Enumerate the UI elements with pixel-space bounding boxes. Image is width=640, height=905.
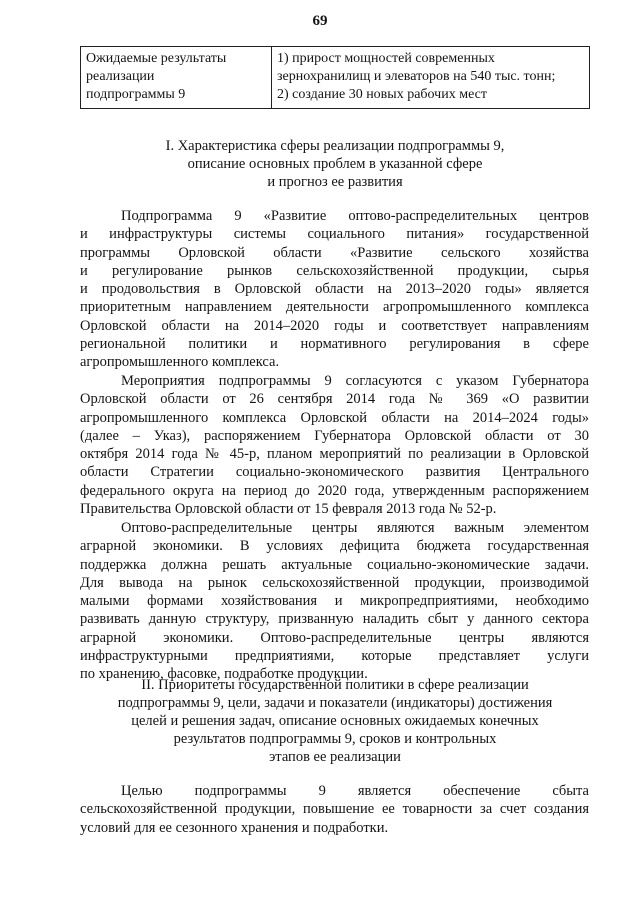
heading-line: I. Характеристика сферы реализации подпрограммы 9, [165,138,505,154]
text-line: аграрной экономики. В условиях дефицита бюджета государственная [80,538,589,555]
section-1-paragraph-1 [80,207,589,372]
section-2-paragraph-1 [80,782,589,837]
text-line: и продовольствия в Орловской области на 2013–2020 годы» является [80,281,589,298]
results-value-cell [272,47,590,109]
text-line: (далее – Указ), распоряжением Губернатора Орловской области от 30 [80,427,589,444]
heading-line: описание основных проблем в указанной сфере [187,156,483,172]
cell-line: подпрограммы 9 [86,87,186,102]
text-line: малыми формами хозяйствования и микропредприятиями, необходимо [80,593,589,610]
cell-line: Ожидаемые результаты [86,51,227,66]
text-line: развивать данную структуру, призванную наладить сбыт у данного сектора [80,611,589,628]
text-line: Мероприятия подпрограммы 9 согласуются с указом Губернатора [121,373,589,389]
text-line: Оптово-распределительные центры являются важным элементом [121,520,589,536]
expected-results-table [80,46,590,109]
text-line: агропромышленного комплекса Орловской области на 2014–2024 годы» [80,409,589,426]
page-number: 69 [312,13,328,29]
text-line: области Стратегии социально-экономического развития Центрального [80,464,589,481]
text-line: Орловской области на 2014–2020 годы и соответствует направлениям [80,317,589,334]
cell-line: 2) создание 30 новых рабочих мест [277,87,487,102]
section-2-heading [80,676,590,766]
heading-line: подпрограммы 9, цели, задачи и показатели (индикаторы) достижения [117,695,553,711]
text-line: региональной политики и нормативного регулирования в сфере [80,336,589,353]
text-line: октября 2014 года № 45-р, планом мероприятий по реализации в Орловской [80,446,589,463]
text-line: федерального округа на период до 2020 года, утвержденным распоряжением [80,482,589,499]
text-line: инфраструктурными предприятиями, которые представляет услуги [80,648,589,665]
results-label-cell [81,47,272,109]
heading-line: целей и решения задач, описание основных ожидаемых конечных [131,713,539,729]
text-line: агропромышленного комплекса. [80,354,280,371]
text-line: Правительства Орловской области от 15 февраля 2013 года № 52-р. [80,501,497,518]
heading-line: результатов подпрограммы 9, сроков и контрольных [173,731,497,747]
text-line: поддержка должна решать актуальные социально-экономические задачи. [80,556,589,573]
heading-line: и прогноз ее развития [267,174,403,190]
section-1-paragraph-3 [80,519,589,684]
cell-line: зернохранилищ и элеваторов на 540 тыс. тонн; [277,69,556,84]
text-line: и регулирование рынков сельскохозяйственной продукции, сырья [80,262,589,279]
section-1-heading [80,137,590,191]
text-line: условий для ее сезонного хранения и подработки. [80,819,389,836]
section-1-paragraph-2 [80,372,589,518]
cell-line: 1) прирост мощностей современных [277,51,495,66]
text-line: аграрной экономики. Оптово-распределительные центры являются [80,629,589,646]
text-line: Орловской области от 26 сентября 2014 года № 369 «О развитии [80,391,589,408]
table-row [81,47,590,109]
text-line: Целью подпрограммы 9 является обеспечение сбыта [121,783,589,799]
text-line: приоритетным направлением деятельности агропромышленного комплекса [80,299,589,316]
text-line: сельскохозяйственной продукции, повышение ее товарности за счет создания [80,801,589,818]
text-line: и инфраструктуры системы социального питания» государственной [80,226,589,243]
text-line: Подпрограмма 9 «Развитие оптово-распределительных центров [121,208,589,224]
text-line: по хранению, фасовке, подработке продукции. [80,666,368,683]
text-line: программы Орловской области «Развитие сельского хозяйства [80,244,589,261]
heading-line: II. Приоритеты государственной политики в сфере реализации [141,677,529,693]
heading-line: этапов ее реализации [269,749,401,765]
text-line: Для вывода на рынок сельскохозяйственной продукции, производимой [80,574,589,591]
cell-line: реализации [86,69,155,84]
